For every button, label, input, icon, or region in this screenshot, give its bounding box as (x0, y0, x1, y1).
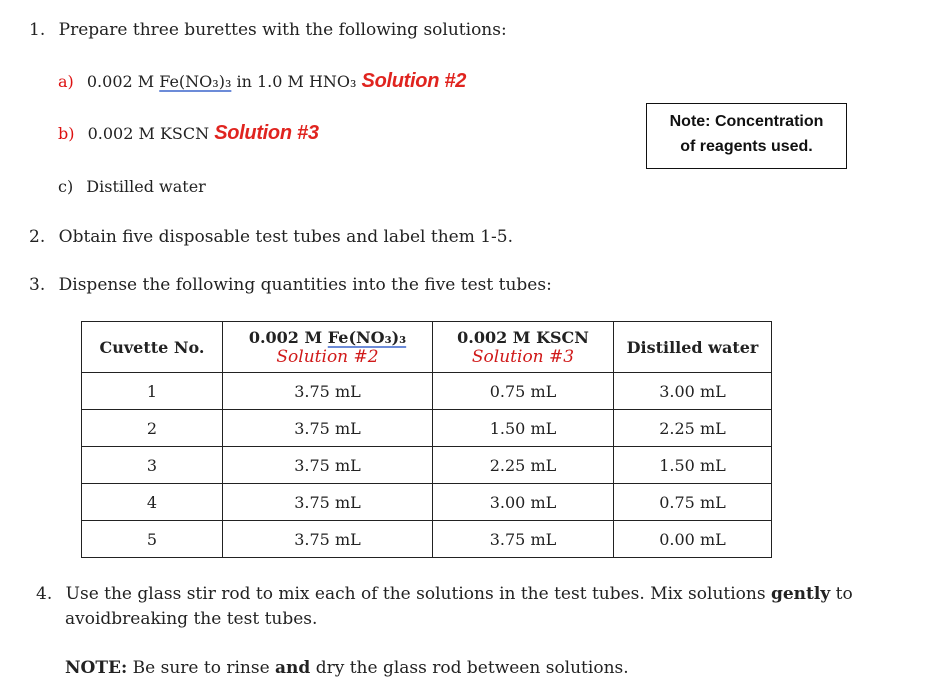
table-row (82, 521, 772, 558)
cell-kscn: 0.75 mL (433, 373, 614, 410)
step-text: Obtain five disposable test tubes and label them 1-5. (58, 227, 514, 247)
cell-water: 0.75 mL (614, 484, 772, 521)
step-text-bold: gently (770, 584, 831, 604)
step-4 (36, 584, 853, 604)
header-cuvette: Cuvette No. (82, 322, 223, 373)
cell-kscn: 1.50 mL (433, 410, 614, 447)
step-text: Dispense the following quantities into the five test tubes: (58, 275, 552, 295)
step-text-post: to (830, 584, 853, 604)
table-row (82, 447, 772, 484)
solution-label: Solution #2 (361, 70, 467, 92)
table-header-row (82, 322, 772, 373)
note-label: NOTE: (65, 658, 128, 678)
step-number: 1. (29, 20, 46, 40)
table-row (82, 410, 772, 447)
header-water: Distilled water (614, 322, 772, 373)
compound-fe-nitrate: Fe(NO₃)₃ (159, 72, 232, 91)
item-c (58, 177, 206, 196)
cell-water: 1.50 mL (614, 447, 772, 484)
cell-cuvette: 5 (82, 521, 223, 558)
cell-fe: 3.75 mL (223, 484, 433, 521)
cell-water: 0.00 mL (614, 521, 772, 558)
step-2 (29, 227, 513, 247)
cell-cuvette: 1 (82, 373, 223, 410)
quantities-table (81, 321, 772, 558)
item-text-post: in 1.0 M HNO₃ (231, 72, 357, 91)
cell-fe: 3.75 mL (223, 373, 433, 410)
note-line-1: Note: Concentration (669, 113, 824, 130)
item-text-pre: 0.002 M (86, 72, 160, 91)
header-kscn-solution: Solution #3 (471, 346, 575, 367)
step-number: 4. (36, 584, 53, 604)
step-number: 2. (29, 227, 46, 247)
note-text-post: dry the glass rod between solutions. (310, 658, 629, 678)
header-fe-compound: Fe(NO₃)₃ (327, 327, 407, 347)
header-fe-solution: Solution #2 (276, 346, 379, 367)
table-row (82, 484, 772, 521)
table-row (82, 373, 772, 410)
step-number: 3. (29, 275, 46, 295)
item-b (58, 122, 319, 145)
rinse-note (65, 658, 629, 678)
item-letter: b) (58, 124, 75, 143)
cell-kscn: 3.75 mL (433, 521, 614, 558)
cell-kscn: 3.00 mL (433, 484, 614, 521)
concentration-note-box (646, 103, 847, 169)
note-text-pre: Be sure to rinse (127, 658, 276, 678)
header-kscn (433, 322, 614, 373)
cell-kscn: 2.25 mL (433, 447, 614, 484)
header-kscn-text: 0.002 M KSCN (457, 327, 589, 347)
step-1 (29, 20, 507, 40)
cell-cuvette: 4 (82, 484, 223, 521)
step-3 (29, 275, 552, 295)
cell-cuvette: 2 (82, 410, 223, 447)
note-line-2: of reagents used. (680, 138, 813, 155)
item-text: 0.002 M KSCN (87, 124, 210, 143)
item-text: Distilled water (86, 177, 206, 196)
solution-label: Solution #3 (214, 122, 319, 144)
cell-fe: 3.75 mL (223, 447, 433, 484)
header-fe-pre: 0.002 M (248, 327, 328, 347)
cell-fe: 3.75 mL (223, 521, 433, 558)
step-text-pre: Use the glass stir rod to mix each of the solutions in the test tubes. Mix solutions (65, 584, 771, 604)
cell-water: 2.25 mL (614, 410, 772, 447)
step-4-line-2: avoidbreaking the test tubes. (65, 609, 318, 629)
item-letter: c) (58, 177, 74, 196)
item-a (58, 70, 466, 93)
note-text-bold: and (275, 658, 311, 678)
cell-water: 3.00 mL (614, 373, 772, 410)
step-text: Prepare three burettes with the following solutions: (58, 20, 507, 40)
item-letter: a) (58, 72, 74, 91)
cell-cuvette: 3 (82, 447, 223, 484)
cell-fe: 3.75 mL (223, 410, 433, 447)
header-fe-nitrate (223, 322, 433, 373)
